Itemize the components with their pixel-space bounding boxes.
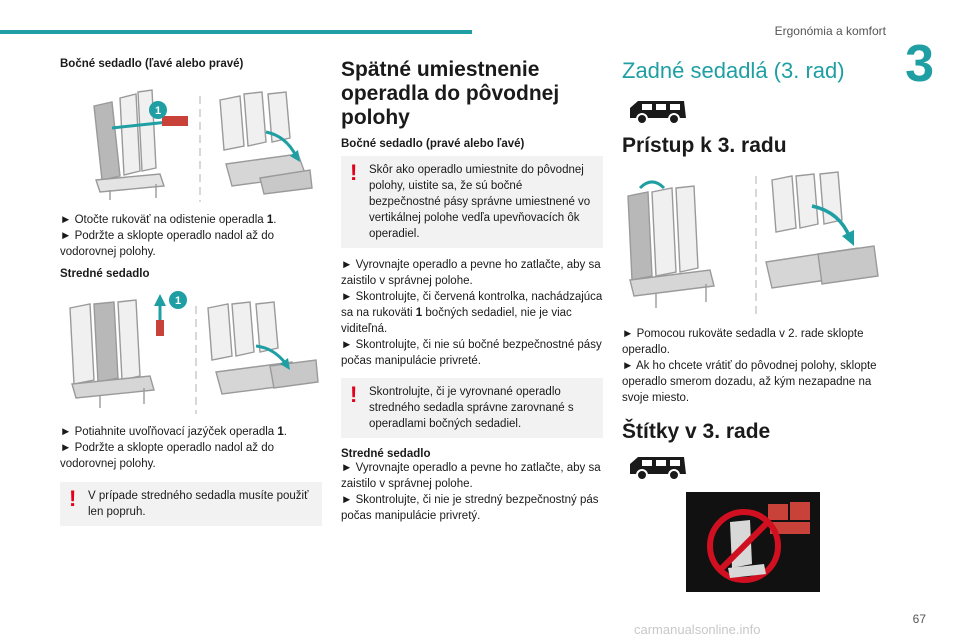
header-accent-bar: [0, 30, 472, 34]
restore-step-3: ► Skontrolujte, či nie sú bočné bezpečnostné pásy počas manipulácie privreté.: [341, 339, 602, 367]
column-left: [60, 58, 322, 526]
labels-title: Štítky v 3. rade: [622, 420, 771, 443]
warning-box: [60, 482, 322, 526]
side-seat-step-1: ► Otočte rukoväť na odistenie operadla 1.: [60, 214, 277, 226]
no-sitting-warning-label-icon: [686, 492, 820, 592]
restore-step-4: ► Vyrovnajte operadlo a pevne ho zatlačte, aby sa zaistilo v správnej polohe.: [341, 462, 601, 490]
restore-step-2: ► Skontrolujte, či červená kontrolka, nachádzajúca sa na rukoväti 1 bočných sedadiel, nie je viac viditeľná.: [341, 291, 603, 335]
side-seat-step-2: ► Podržte a sklopte operadlo nadol až do vodorovnej polohy.: [60, 230, 275, 258]
warning-text: Skontrolujte, či je vyrovnané operadlo stredného sedadla správne zarovnané s operadlami bočných sedadiel.: [369, 386, 574, 430]
middle-seat-step-2: ► Podržte a sklopte operadlo nadol až do vodorovnej polohy.: [60, 442, 275, 470]
warning-box-1: [341, 156, 603, 248]
warning-icon: !: [350, 382, 358, 407]
van-icon: [626, 98, 690, 126]
watermark: carmanualsonline.info: [634, 622, 761, 637]
access-title: Prístup k 3. radu: [622, 134, 787, 157]
chapter-number: 3: [905, 35, 934, 93]
warning-text: V prípade stredného sedadla musíte použiť len popruh.: [88, 490, 309, 518]
middle-seat-title: Stredné sedadlo: [60, 268, 150, 280]
side-seat-fold-illustration: [60, 76, 322, 202]
restore-step-5: ► Skontrolujte, či nie je stredný bezpečnostný pás počas manipulácie privretý.: [341, 494, 599, 522]
warning-icon: !: [69, 486, 77, 511]
middle-seat-title-2: Stredné sedadlo: [341, 448, 431, 460]
side-seat-title-2: Bočné sedadlo (pravé alebo ľavé): [341, 138, 525, 150]
restore-step-1: ► Vyrovnajte operadlo a pevne ho zatlačte, aby sa zaistilo v správnej polohe.: [341, 259, 601, 287]
side-seat-title: Bočné sedadlo (ľavé alebo pravé): [60, 58, 244, 70]
access-step-1: ► Pomocou rukoväte sedadla v 2. rade sklopte operadlo.: [622, 328, 864, 356]
middle-seat-fold-illustration: [60, 286, 322, 414]
restore-title: Spätné umiestnenie operadla do pôvodnej polohy: [341, 58, 560, 129]
callout-marker-label: 1: [154, 105, 162, 117]
third-row-access-illustration: [622, 166, 884, 314]
middle-seat-step-1: ► Potiahnite uvoľňovací jazýček operadla 1.: [60, 426, 287, 438]
column-right: [622, 58, 884, 592]
van-icon: [626, 454, 690, 482]
callout-marker-label: 1: [174, 295, 182, 307]
column-middle: [341, 58, 603, 524]
rear-seats-title: Zadné sedadlá (3. rad): [622, 58, 845, 83]
access-step-2: ► Ak ho chcete vrátiť do pôvodnej polohy, sklopte operadlo smerom dozadu, až kým nezapadne na svoje miesto.: [622, 360, 877, 404]
section-title: Ergonómia a komfort: [774, 24, 886, 38]
page-number: 67: [912, 612, 926, 626]
warning-box-2: [341, 378, 603, 438]
warning-text: Skôr ako operadlo umiestnite do pôvodnej polohy, uistite sa, že sú bočné bezpečnostné pásy správne umiestnené vo vertikálnej polohe vedľa upevňovacích ôk operadiel.: [369, 164, 591, 240]
warning-icon: !: [350, 160, 358, 185]
